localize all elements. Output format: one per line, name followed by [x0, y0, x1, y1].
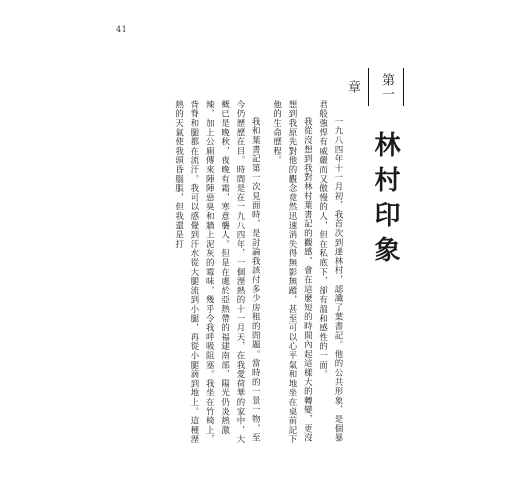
chapter-heading [345, 68, 402, 273]
page-number: 41 [116, 25, 128, 34]
paragraph: 我和葉書記第一次見面時，是討論我該付多少房租的問題。當時的一景一物，至今仍歷歷在目。時間是在一九八四年，一個溼熱的十一月天，在我愛荷華的家中，大概已是晚秋，夜晚有霜，寒意襲人。但是在處於亞熱帶的福建南部，陽光仍炎熱激辣，加上公廁傳來陣陣惡臭和牆上泥灰的霉味，幾乎令我呼吸阻塞。我坐在竹椅上，背脊和腿都在流汗。我可以感覺到汗水從大腿流到小腿，再從小腿滴到地上。這種溼熱的天氣使我頭昏腦脹，但我還是打 [174, 100, 262, 445]
paragraph: 一九八四年十一月初，我首次到達林村，認識了葉書記。他的公共形象，是個暴君般強悍有威嚴而又傲慢的人，但在私底下，卻有溫和感性的一面。 [318, 100, 344, 443]
paragraph: 我從沒想到我對林村葉書記的觀感，會在這麼短的時間內起這樣大的轉變，更沒想到我原先對他的觀念竟然迅速消失得無影無蹤，甚至可以心平氣和地坐在桌前記下他的生命歷程。 [272, 100, 314, 445]
body-text [100, 100, 346, 450]
chapter-label: 第一章 [368, 68, 404, 106]
chapter-title: 林村印象 [370, 131, 400, 271]
